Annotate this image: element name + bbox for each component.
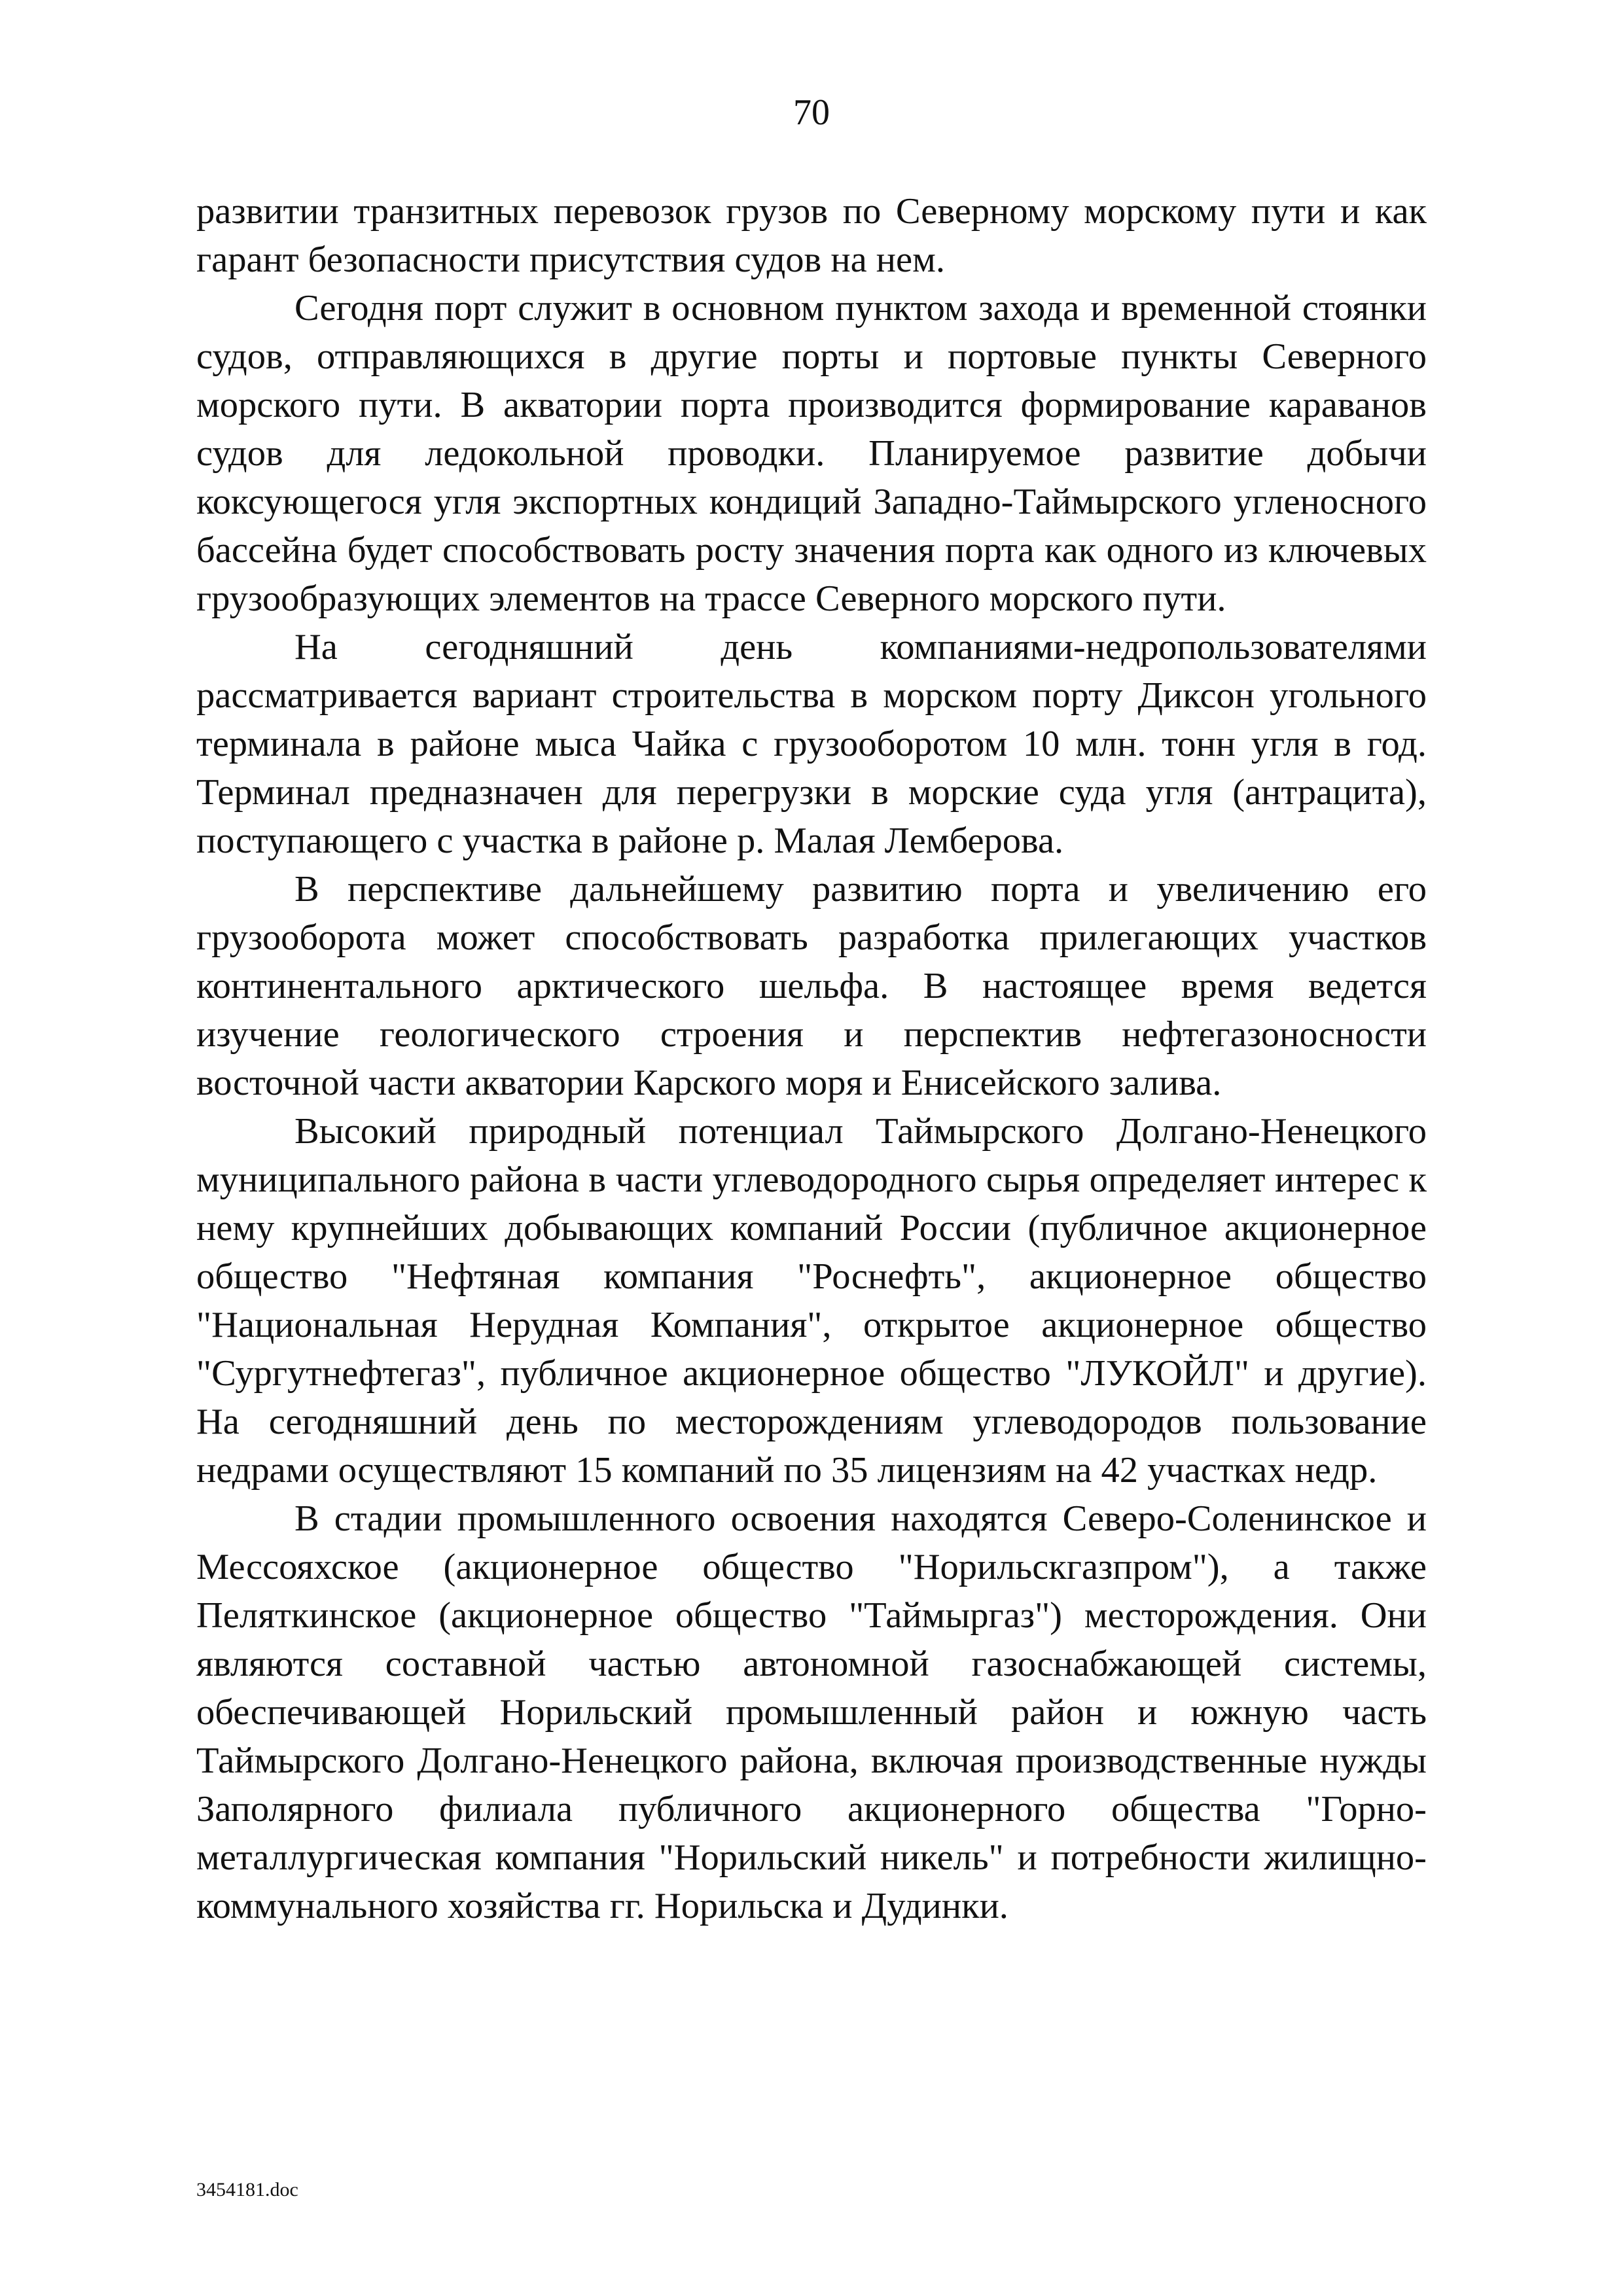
paragraph-hydrocarbon-potential: Высокий природный потенциал Таймырского Долгано-Ненецкого муниципального района в части углеводородного сырья определяет интерес к нему крупнейших добывающих компаний России (публичное акционерное общество "Нефтяная компания "Роснефть", акционерное общество "Национальная Нерудная Компания", открытое акционерное общество "Сургутнефтегаз", публичное акционерное общество "ЛУКОЙЛ" и другие). На сегодняшний день по месторождениям углеводородов пользование недрами осуществляют 15 компаний по 35 лицензиям на 42 участках недр. xyxy=(196,1111,1427,1491)
paragraph-shelf-prospects: В перспективе дальнейшему развитию порта и увеличению его грузооборота может способствовать разработка прилегающих участков континентального арктического шельфа. В настоящее время ведется изучение геологического строения и перспектив нефтегазоносности восточной части акватории Карского моря и Енисейского залива. xyxy=(196,869,1427,1103)
footer-filename: 3454181.doc xyxy=(196,2179,298,2200)
paragraph-gas-fields: В стадии промышленного освоения находятся Северо-Соленинское и Мессояхское (акционерное общество "Норильскгазпром"), а также Пеляткинское (акционерное общество "Таймыргаз") месторождения. Они являются составной частью автономной газоснабжающей системы, обеспечивающей Норильский промышленный район и южную часть Таймырского Долгано-Ненецкого района, включая производственные нужды Заполярного филиала публичного акционерного общества "Горно-металлургическая компания "Норильский никель" и потребности жилищно-коммунального хозяйства гг. Норильска и Дудинки. xyxy=(196,1498,1427,1926)
page-number: 70 xyxy=(793,92,830,133)
paragraph-coal-terminal: На сегодняшний день компаниями-недропользователями рассматривается вариант строительства в морском порту Диксон угольного терминала в районе мыса Чайка с грузооборотом 10 млн. тонн угля в год. Терминал предназначен для перегрузки в морские суда угля (антрацита), поступающего с участка в районе р. Малая Лемберова. xyxy=(196,627,1427,861)
paragraph-port-role: Сегодня порт служит в основном пунктом захода и временной стоянки судов, отправляющихся в другие порты и портовые пункты Северного морского пути. В акватории порта производится формирование караванов судов для ледокольной проводки. Планируемое развитие добычи коксующегося угля экспортных кондиций Западно-Таймырского угленосного бассейна будет способствовать росту значения порта как одного из ключевых грузообразующих элементов на трассе Северного морского пути. xyxy=(196,288,1427,619)
body-text xyxy=(196,187,1427,1930)
paragraph-continuation: развитии транзитных перевозок грузов по Северному морскому пути и как гарант безопасности присутствия судов на нем. xyxy=(196,191,1427,280)
